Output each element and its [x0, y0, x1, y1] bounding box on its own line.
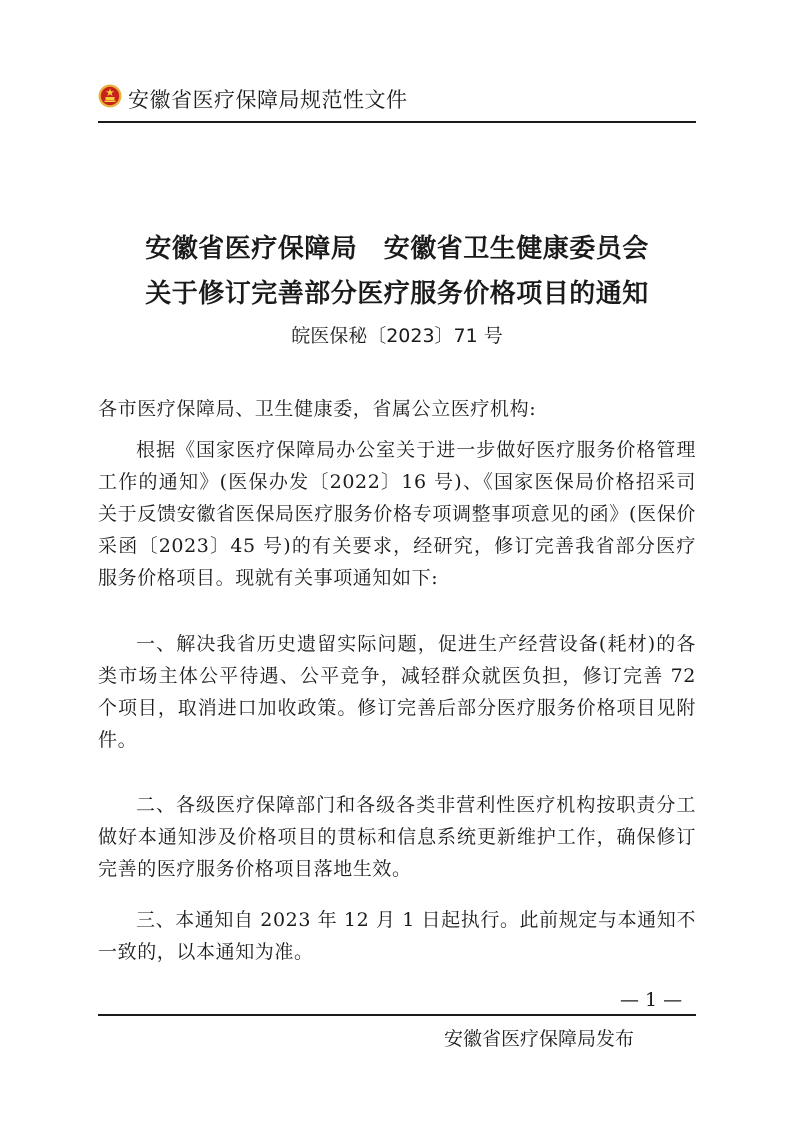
body-paragraph-1: [98, 434, 696, 594]
publisher-label: 安徽省医疗保障局发布: [443, 1028, 634, 1050]
paragraph-text: 二、各级医疗保障部门和各级各类非营利性医疗机构按职责分工做好本通知涉及价格项目的贯标和信息系统更新维护工作，确保修订完善的医疗服务价格项目落地生效。: [98, 794, 696, 880]
page-number: — 1 —: [620, 989, 683, 1011]
header-divider: [98, 121, 696, 123]
document-number: 皖医保秘〔2023〕71 号: [291, 325, 503, 347]
document-title-line-1: 安徽省医疗保障局 安徽省卫生健康委员会: [145, 234, 649, 264]
body-paragraph-3: [98, 789, 696, 885]
header-title: 安徽省医疗保障局规范性文件: [128, 88, 408, 112]
national-emblem-icon: [98, 84, 122, 108]
paragraph-text: 根据《国家医疗保障局办公室关于进一步做好医疗服务价格管理工作的通知》(医保办发〔2022〕16 号)、《国家医保局价格招采司关于反馈安徽省医保局医疗服务价格专项调整事项意见的函》(医保价采函〔2023〕45 号)的有关要求，经研究，修订完善我省部分医疗服务价格项目。现就有关事项通知如下:: [98, 439, 696, 589]
document-header: [98, 80, 696, 122]
paragraph-text: 三、本通知自 2023 年 12 月 1 日起执行。此前规定与本通知不一致的，以本通知为准。: [98, 909, 696, 963]
body-paragraph-4: [98, 904, 696, 968]
document-title-line-2: 关于修订完善部分医疗服务价格项目的通知: [145, 279, 649, 309]
footer-divider: [98, 1014, 696, 1016]
salutation: 各市医疗保障局、卫生健康委，省属公立医疗机构:: [98, 398, 537, 420]
paragraph-text: 一、解决我省历史遗留实际问题，促进生产经营设备(耗材)的各类市场主体公平待遇、公平竞争，减轻群众就医负担，修订完善 72 个项目，取消进口加收政策。修订完善后部分医疗服务价格项目见附件。: [98, 633, 696, 751]
body-paragraph-2: [98, 628, 696, 756]
